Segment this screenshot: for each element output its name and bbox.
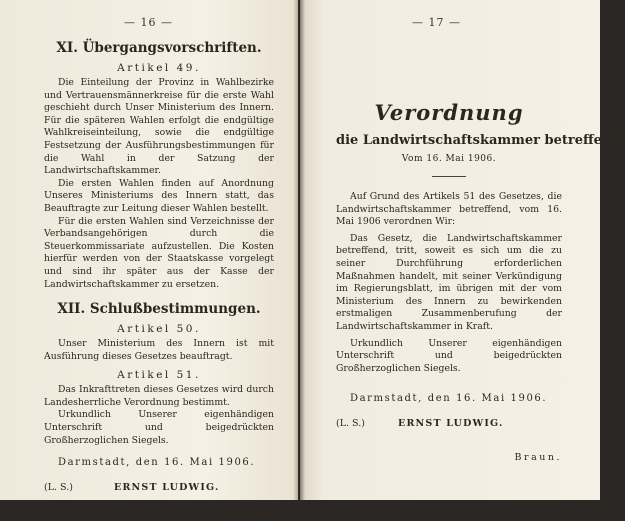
page-number-left: — 16 — [124,16,173,29]
right-page [300,0,625,500]
article-49-paragraph-2: Die ersten Wahlen finden auf Anordnung Unseres Ministeriums des Innern statt, das Beauftragte zur Leitung dieser Wahlen bestellt. [44,177,274,214]
right-countersignature: Braun. [514,452,562,464]
ordinance-title: Verordnung [374,100,524,125]
left-page [0,0,298,521]
article-49-label: Artikel 49. [117,62,201,74]
right-page-content [336,42,625,464]
right-signature: ERNST LUDWIG. [398,418,504,430]
article-51-label: Artikel 51. [117,369,201,382]
left-signature-row [44,482,274,498]
section-xii-heading: XII. Schlußbestimmungen. [57,301,261,318]
ordinance-paragraph-3: Urkundlich Unserer eigenhändigen Unterschrift und beigedrückten Großherzoglichen Siegels. [336,337,562,374]
section-xi-heading: XI. Übergangsvorschriften. [56,40,262,56]
left-signature: ERNST LUDWIG. [114,482,220,494]
article-51-paragraph-2: Urkundlich Unserer eigenhändigen Unterschrift und beigedrückten Großherzoglichen Siegels. [44,409,274,446]
page-number-right: — 17 — [412,16,461,29]
ordinance-paragraph-1: Auf Grund des Artikels 51 des Gesetzes, die Landwirtschaftskammer betreffend, vom 16. Mai 1906 verordnen Wir: [336,191,562,228]
left-countersignature: Braun. [226,510,274,521]
left-page-content [44,40,274,521]
right-seal-mark: (L. S.) [336,418,365,430]
book-gutter [293,0,305,500]
ordinance-paragraph-2: Das Gesetz, die Landwirtschaftskammer betreffend, tritt, soweit es sich um die zu seiner Durchführung erforderlichen Maßnahmen handelt, mit seiner Verkündigung im Regierungsblatt, im übrigen mit der vom Ministerium des Innern zu bewirkenden erstmaligen Zusammenberufung der Landwirtschaftskammer in Kraft. [336,232,562,332]
article-50-label: Artikel 50. [117,323,201,336]
title-divider [432,176,466,177]
article-51-paragraph-1: Das Inkrafttreten dieses Gesetzes wird durch Landesherrliche Verordnung bestimmt. [44,384,274,408]
ordinance-date: Vom 16. Mai 1906. [401,154,497,164]
left-seal-mark: (L. S.) [44,482,73,494]
right-date-line: Darmstadt, den 16. Mai 1906. [350,393,548,405]
ordinance-subtitle: die Landwirtschaftskammer betreffend. [336,133,625,148]
left-date-line: Darmstadt, den 16. Mai 1906. [58,457,256,469]
article-49-paragraph-3: Für die ersten Wahlen sind Verzeichnisse der Verbandsangehörigen durch die Steuerkommissariate aufzustellen. Die Kosten hierfür werden von der Staatskasse vorgelegt und sind ihr später aus der Kasse der Landwirtschaftskammer zu ersetzen. [44,215,274,290]
article-49-paragraph-1: Die Einteilung der Provinz in Wahlbezirke und Vertrauensmännerkreise für die erste Wahl geschieht durch Unser Ministerium des Innern. Für die späteren Wahlen erfolgt die endgültige Wahlkreiseinteilung, sowie die endgültige Festsetzung der Ausführungsbestimmungen für die Wahl in der Satzung der Landwirtschaftskammer. [44,77,274,177]
article-50-paragraph-1: Unser Ministerium des Innern ist mit Ausführung dieses Gesetzes beauftragt. [44,338,274,362]
right-signature-row [336,418,562,434]
